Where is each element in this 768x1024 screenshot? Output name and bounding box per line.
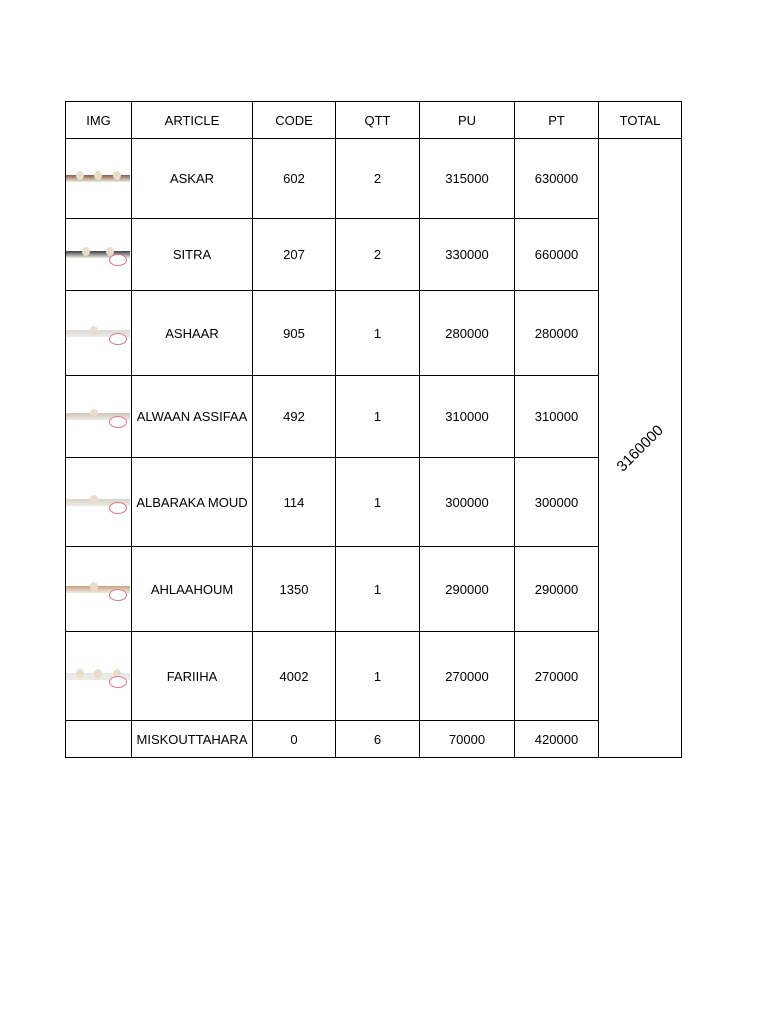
row-image-cell bbox=[66, 291, 132, 376]
product-photo-fariiha bbox=[66, 673, 130, 680]
header-row bbox=[66, 102, 682, 139]
pt-cell: 280000 bbox=[515, 291, 599, 376]
header-article: ARTICLE bbox=[132, 102, 253, 139]
qtt-cell: 1 bbox=[336, 291, 420, 376]
header-code: CODE bbox=[253, 102, 336, 139]
pu-cell: 290000 bbox=[420, 547, 515, 632]
product-photo-sitra bbox=[66, 251, 130, 258]
product-photo-ashaar bbox=[66, 330, 130, 337]
article-cell: SITRA bbox=[132, 219, 253, 291]
product-photo-alwaan-assifaa bbox=[66, 413, 130, 420]
table-row bbox=[66, 291, 682, 376]
pu-cell: 70000 bbox=[420, 721, 515, 758]
table-row bbox=[66, 219, 682, 291]
brand-logo-badge bbox=[109, 502, 127, 514]
table-row bbox=[66, 376, 682, 458]
qtt-cell: 2 bbox=[336, 219, 420, 291]
pt-cell: 310000 bbox=[515, 376, 599, 458]
pu-cell: 315000 bbox=[420, 139, 515, 219]
product-photo-albaraka-moud bbox=[66, 499, 130, 506]
code-cell: 207 bbox=[253, 219, 336, 291]
total-cell bbox=[599, 139, 682, 758]
row-image-cell-empty bbox=[66, 721, 132, 758]
pt-cell: 300000 bbox=[515, 458, 599, 547]
code-cell: 1350 bbox=[253, 547, 336, 632]
pt-cell: 270000 bbox=[515, 632, 599, 721]
header-total: TOTAL bbox=[599, 102, 682, 139]
qtt-cell: 2 bbox=[336, 139, 420, 219]
header-pt: PT bbox=[515, 102, 599, 139]
table-row bbox=[66, 139, 682, 219]
qtt-cell: 1 bbox=[336, 632, 420, 721]
table-row bbox=[66, 632, 682, 721]
row-image-cell bbox=[66, 219, 132, 291]
code-cell: 4002 bbox=[253, 632, 336, 721]
code-cell: 492 bbox=[253, 376, 336, 458]
article-cell: ALWAAN ASSIFAA bbox=[132, 376, 253, 458]
article-cell: ASKAR bbox=[132, 139, 253, 219]
pu-cell: 280000 bbox=[420, 291, 515, 376]
pu-cell: 330000 bbox=[420, 219, 515, 291]
article-cell: AHLAAHOUM bbox=[132, 547, 253, 632]
header-pu: PU bbox=[420, 102, 515, 139]
order-table bbox=[65, 101, 682, 758]
article-cell: ASHAAR bbox=[132, 291, 253, 376]
brand-logo-badge bbox=[109, 589, 127, 601]
article-cell: ALBARAKA MOUD bbox=[132, 458, 253, 547]
qtt-cell: 1 bbox=[336, 376, 420, 458]
header-qtt: QTT bbox=[336, 102, 420, 139]
pt-cell: 630000 bbox=[515, 139, 599, 219]
row-image-cell bbox=[66, 376, 132, 458]
brand-logo-badge bbox=[109, 416, 127, 428]
pt-cell: 660000 bbox=[515, 219, 599, 291]
pu-cell: 310000 bbox=[420, 376, 515, 458]
row-image-cell bbox=[66, 458, 132, 547]
brand-logo-badge bbox=[109, 333, 127, 345]
article-cell: FARIIHA bbox=[132, 632, 253, 721]
grand-total-value: 3160000 bbox=[613, 421, 667, 475]
qtt-cell: 1 bbox=[336, 547, 420, 632]
row-image-cell bbox=[66, 547, 132, 632]
pu-cell: 300000 bbox=[420, 458, 515, 547]
table-row bbox=[66, 458, 682, 547]
row-image-cell bbox=[66, 632, 132, 721]
code-cell: 602 bbox=[253, 139, 336, 219]
table-row bbox=[66, 547, 682, 632]
qtt-cell: 6 bbox=[336, 721, 420, 758]
row-image-cell bbox=[66, 139, 132, 219]
table-row bbox=[66, 721, 682, 758]
qtt-cell: 1 bbox=[336, 458, 420, 547]
product-photo-askar bbox=[66, 175, 130, 182]
brand-logo-badge bbox=[109, 254, 127, 266]
pt-cell: 420000 bbox=[515, 721, 599, 758]
code-cell: 114 bbox=[253, 458, 336, 547]
code-cell: 0 bbox=[253, 721, 336, 758]
pu-cell: 270000 bbox=[420, 632, 515, 721]
article-cell: MISKOUTTAHARA bbox=[132, 721, 253, 758]
code-cell: 905 bbox=[253, 291, 336, 376]
product-photo-ahlaahoum bbox=[66, 586, 130, 593]
brand-logo-badge bbox=[109, 676, 127, 688]
header-img: IMG bbox=[66, 102, 132, 139]
pt-cell: 290000 bbox=[515, 547, 599, 632]
